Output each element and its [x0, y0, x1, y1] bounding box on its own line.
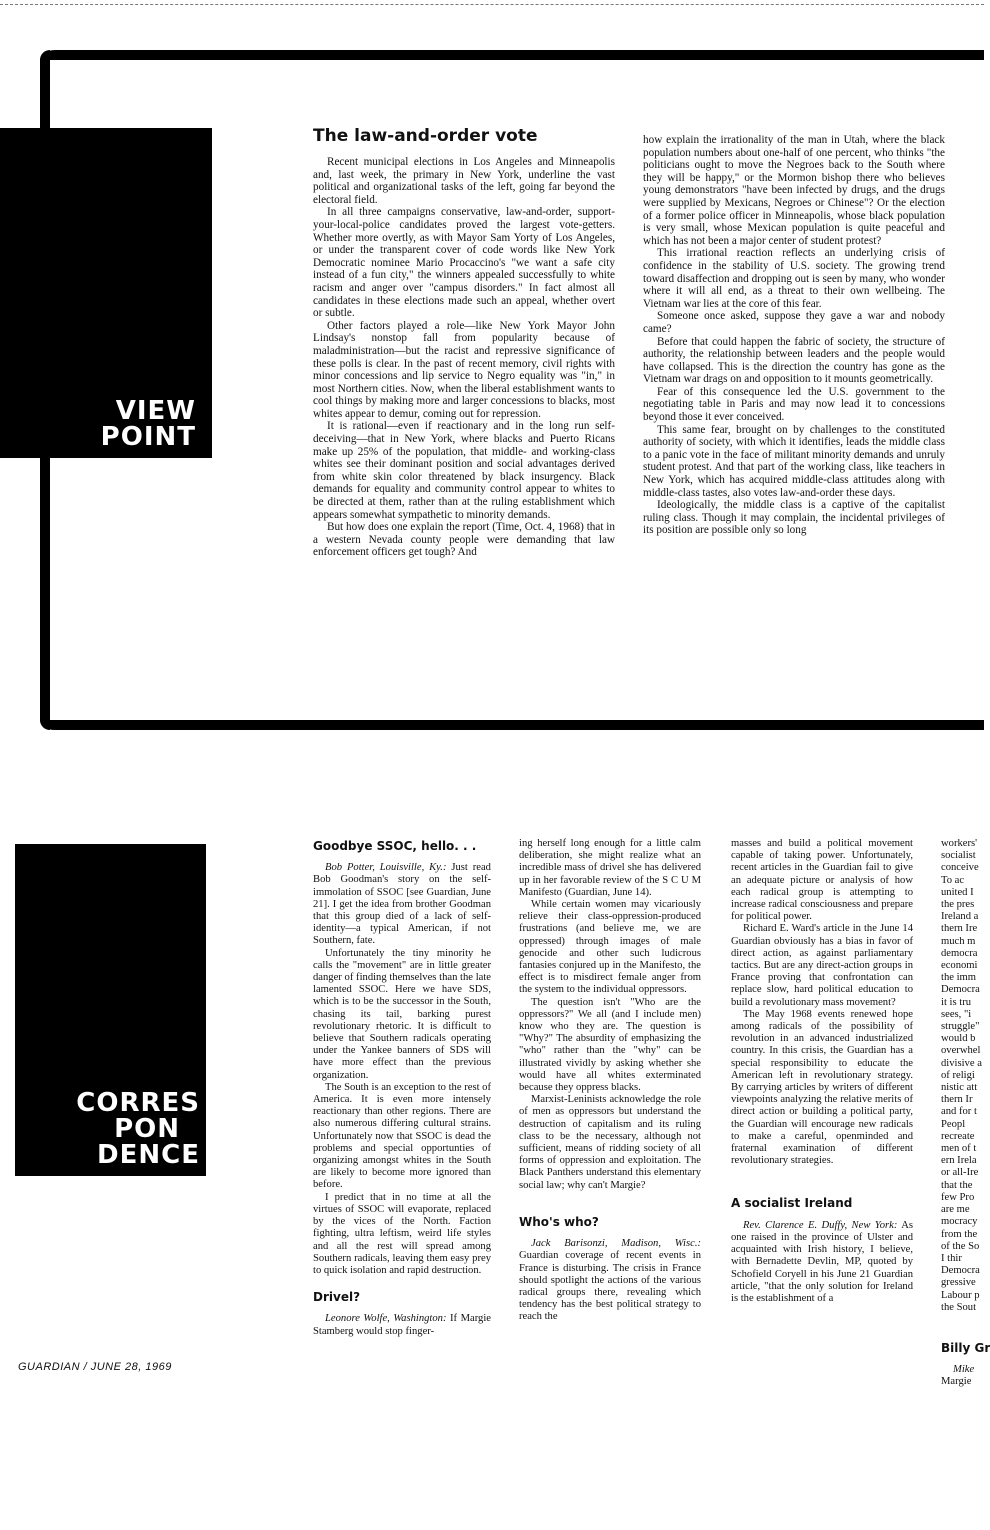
cropped-line: overwhel: [941, 1045, 981, 1057]
paragraph: But how does one explain the report (Time, Oct. 4, 1968) that in a western Nevada county people were demanding that law enforcement officers get tough? And: [313, 521, 615, 559]
cropped-line: Democra: [941, 1265, 980, 1277]
cropped-line: it is tru: [941, 996, 972, 1008]
letter-title: A socialist Ireland: [731, 1196, 853, 1211]
paragraph: Richard E. Ward's article in the June 14 Guardian obviously has a bias in favor of direct action, as against parliamentary tactics. But are any direct-action groups in France proving that confrontation can replace slow, hard political education to build a revolutionary mass movement?: [731, 923, 913, 1008]
tag-line: POINT: [100, 422, 196, 452]
paragraph: how explain the irrationality of the man in Utah, where the black population numbers about one-half of one percent, who thinks "the politicians ought to move the Negroes back to the South where they will be happy," or the Mormon bishop there who believes young demonstrators "have been infected by drugs, and the drugs were supplied by Mexicans, Negroes or Chinese"? Or the election of a former police officer in Minneapolis, whose black population is very small, whose Mexican population is quite peaceful and which has not been a major center of student protest?: [643, 134, 945, 247]
cropped-line: democra: [941, 947, 978, 959]
article-title: The law-and-order vote: [313, 126, 538, 146]
paragraph: masses and build a political movement capable of taking power. Unfortunately, recent articles in the Guardian fail to give an adequate picture or analysis of how each radical group is attempting to increase radical consciousness and prepare for political power.: [731, 838, 913, 923]
paragraph: This irrational reaction reflects an underlying crisis of confidence in the stability of U.S. society. The growing trend toward disaffection and dropping out is seen by many, who wonder where it will all end, as a threat to their own wellbeing. The Vietnam war lies at the core of this fear.: [643, 247, 945, 310]
cropped-line: united I: [941, 886, 974, 898]
paragraph: The question isn't "Who are the oppressors?" We all (and I include men) know who they are. The question is "Why?" The absurdity of emphasizing the "who" rather than the "why" can be illustrated vividly by asking whether she would have all whites exterminated because they oppress blacks.: [519, 996, 701, 1094]
letter-title: Drivel?: [313, 1290, 361, 1305]
cropped-line: gressive: [941, 1277, 976, 1289]
letters-column-2: [519, 838, 701, 1324]
tag-line: CORRES: [76, 1088, 200, 1118]
letter-text: Guardian coverage of recent events in France is disturbing. The crisis in France should spotlight the actions of the various radical groups there, revealing which tendency has the best political strategy to reach the: [519, 1250, 701, 1323]
paragraph: Other factors played a role—like New York Mayor John Lindsay's nonstop fall from popularity because of maladministration—but the racist and repressive significance of these polls is clear. In the past of recent memory, civil rights with minor concessions and lip service to Negro equality was "in," in most Northern cities. Now, when the liberal establishment wants to cool things by making more and larger concessions to blacks, most whites appear to demur, coming out for repression.: [313, 319, 615, 420]
paragraph: Ideologically, the middle class is a captive of the capitalist ruling class. Though it may complain, the incidental privileges of its position are possible only so long: [643, 499, 945, 537]
paragraph: The South is an exception to the rest of America. It is even more intensely reactionary than other regions. There are also numerous differing cultural strains. Unfortunately now that SSOC is dead the problems and special opportunties of organizing amongst whites in the South are likely to become more ignored than before.: [313, 1081, 491, 1191]
letters-column-1: [313, 840, 491, 1338]
paragraph: This same fear, brought on by challenges to the constituted authority of society, with which it identifies, leads the middle class to a panic vote in the face of militant minority demands and unruly student protest. And that part of the working class, like teachers in New York, which has acquired middle-class attitudes along with middle-class tastes, also votes law-and-order these days.: [643, 423, 945, 499]
viewpoint-frame-bottom: [40, 720, 984, 730]
cropped-line: much m: [941, 935, 976, 947]
cropped-line: nistic att: [941, 1082, 978, 1094]
paragraph: [313, 862, 491, 947]
letter-author: Rev. Clarence E. Duffy, New York:: [743, 1219, 898, 1231]
letter-title: Billy Gr: [941, 1340, 990, 1355]
cropped-line: that the: [941, 1179, 973, 1191]
cropped-line: men of t: [941, 1143, 977, 1155]
cropped-line: Democra: [941, 984, 980, 996]
paragraph: While certain women may vicariously relieve their class-oppression-produced frustrations (and believe me, we are oppressed) through images of male genocide and other such ludicrous fantasies conjured up in the Manifesto, the effect is to misdirect female anger from the system to the individual oppressors.: [519, 899, 701, 996]
paragraph: [313, 1313, 491, 1337]
viewpoint-section-tag: [0, 128, 212, 458]
cropped-line: workers': [941, 838, 978, 849]
letter-author: Bob Potter, Louisville, Ky.:: [325, 862, 447, 874]
paragraph: It is rational—even if reactionary and in the long run self-deceiving—that in New York, where blacks and Puerto Ricans make up 25% of the population, that middle- and working-class whites see their dominant position and social advantages derived from white skin color threatened by black insurgency. Black demands for equality and community control appear to whites to be directed at them, rather than at the ruling establishment which appears somewhat sympathetic to minority demands.: [313, 420, 615, 521]
cropped-line: are me: [941, 1204, 970, 1216]
paragraph: Fear of this consequence led the U.S. government to the negotiating table in Paris and may now lead it to concessions beyond those it ever conceived.: [643, 385, 945, 424]
article-column-1: [313, 156, 615, 559]
cropped-line: the Sout: [941, 1301, 977, 1313]
letter-author: Mike: [953, 1364, 975, 1376]
page-footer: GUARDIAN / JUNE 28, 1969: [18, 1361, 172, 1373]
cropped-lines: [941, 838, 984, 1314]
tag-line: VIEW: [115, 396, 196, 426]
letter-text: Margie: [941, 1376, 972, 1388]
letter-title: Goodbye SSOC, hello. . .: [313, 839, 477, 853]
paragraph: I predict that in no time at all the virtues of SSOC will evaporate, replaced by the vices of the North. Faction fighting, ultra leftism, weird life styles and all the rest will spread among Southern radicals, leaving them easy prey to quick isolation and rapid destruction.: [313, 1191, 491, 1276]
letter-author: Leonore Wolfe, Washington:: [325, 1313, 447, 1325]
cropped-line: Peopl: [941, 1118, 966, 1130]
tag-line: PON: [114, 1114, 180, 1144]
letters-column-4-cropped: [941, 838, 990, 1389]
cropped-line: few Pro: [941, 1191, 975, 1203]
letter-text: Just read Bob Goodman's story on the self-immolation of SSOC [see Guardian, June 21]. I get the idea from brother Goodman that this group died of a lack of self-identity—a typical American, if not Southern, fate.: [313, 862, 491, 947]
cropped-line: of the So: [941, 1240, 980, 1252]
paragraph: [519, 1238, 701, 1323]
cropped-line: thern Ire: [941, 923, 978, 935]
cropped-line: the imm: [941, 972, 977, 984]
viewpoint-frame-top: [40, 50, 984, 60]
top-rule: [0, 0, 984, 5]
paragraph: Someone once asked, suppose they gave a war and nobody came?: [643, 310, 945, 335]
paragraph: [731, 1220, 913, 1305]
paragraph: Recent municipal elections in Los Angeles and Minneapolis and, last week, the primary in New York, underline the vast political and organizational tasks of the left, going far beyond the electoral field.: [313, 156, 615, 206]
paragraph: Unfortunately the tiny minority he calls the "movement" are in little greater danger of finding themselves than the late lamented SSOC. Here we have SDS, which is to be the successor in the South, chasing its tail, barking purest revolutionary rhetoric. It is difficult to believe that Southern radicals operating under the Yankee banners of SDS will have more effect than the previous organization.: [313, 947, 491, 1081]
article-column-2: [643, 134, 945, 537]
cropped-line: Ireland a: [941, 911, 979, 923]
cropped-line: of religi: [941, 1069, 975, 1081]
cropped-line: socialist: [941, 850, 976, 862]
correspondence-section-tag: [15, 844, 206, 1176]
cropped-line: conceive: [941, 862, 979, 874]
cropped-line: Labour p: [941, 1289, 980, 1301]
cropped-line: I thir: [941, 1252, 962, 1264]
cropped-line: economi: [941, 960, 978, 972]
letter-title: Who's who?: [519, 1214, 599, 1229]
cropped-line: recreate: [941, 1130, 975, 1142]
letters-column-3: [731, 838, 913, 1305]
paragraph: Before that could happen the fabric of society, the structure of authority, the relationship between leaders and the people would have collapsed. This is the direction the country has gone as the Vietnam war drags on and opposition to it mounts geometrically.: [643, 335, 945, 386]
cropped-line: struggle": [941, 1021, 980, 1033]
letter-author: Jack Barisonzi, Madison, Wisc.:: [531, 1238, 701, 1250]
cropped-line: from the: [941, 1228, 978, 1240]
cropped-line: the pres: [941, 899, 975, 911]
cropped-line: ern Irela: [941, 1155, 977, 1167]
cropped-line: To ac: [941, 874, 965, 886]
cropped-line: thern Ir: [941, 1094, 973, 1106]
cropped-line: mocracy: [941, 1216, 978, 1228]
letter-text: As one raised in the province of Ulster and acquainted with Irish history, I believe, with Bernadette Devlin, MP, quoted by Schofield Coryell in his June 21 Guardian article, "that the only solution for Ireland is the establishment of a: [731, 1219, 913, 1304]
cropped-line: and for t: [941, 1106, 977, 1118]
paragraph: The May 1968 events renewed hope among radicals of the possibility of revolution in an advanced industrialized country. In this crisis, the Guardian has a special responsibility to educate the American left in revolutionary strategy. By carrying articles by writers of different viewpoints analyzing the relative merits of direct action or building a political party, the Guardian will encourage new radicals to make a careful, openminded and fraternal examination of different revolutionary strategies.: [731, 1008, 913, 1167]
cropped-line: divisive a: [941, 1057, 982, 1069]
tag-line: DENCE: [97, 1140, 200, 1170]
cropped-line: sees, "i: [941, 1008, 972, 1020]
paragraph: In all three campaigns conservative, law-and-order, support-your-local-police candidates proved the largest vote-getters. Whether more overtly, as with Mayor Sam Yorty of Los Angeles, or under the transparent cover of code words like New York Democratic nominee Mario Procaccino's "we want a safe city instead of a fun city," the winners appealed successfully to white racism and anger over "campus disorders." In fact almost all candidates in these elections made such an appeal, whether overt or subtle.: [313, 206, 615, 320]
letter-text: If Margie Stamberg would stop finger-: [313, 1313, 491, 1337]
paragraph: ing herself long enough for a little calm deliberation, she might realize what an incredible mass of drivel she has delivered up in her favorable review of the S C U M Manifesto (Guardian, June 14).: [519, 838, 701, 898]
cropped-line: or all-Ire: [941, 1167, 979, 1179]
paragraph: Marxist-Leninists acknowledge the role of men as oppressors but understand the destruction of capitalism and its ruling class to be the necessary, although not sufficient, means of ridding society of all forms of oppression and exploitation. The Black Panthers understand this elementary social law; why can't Margie?: [519, 1094, 701, 1191]
cropped-line: would b: [941, 1033, 976, 1045]
